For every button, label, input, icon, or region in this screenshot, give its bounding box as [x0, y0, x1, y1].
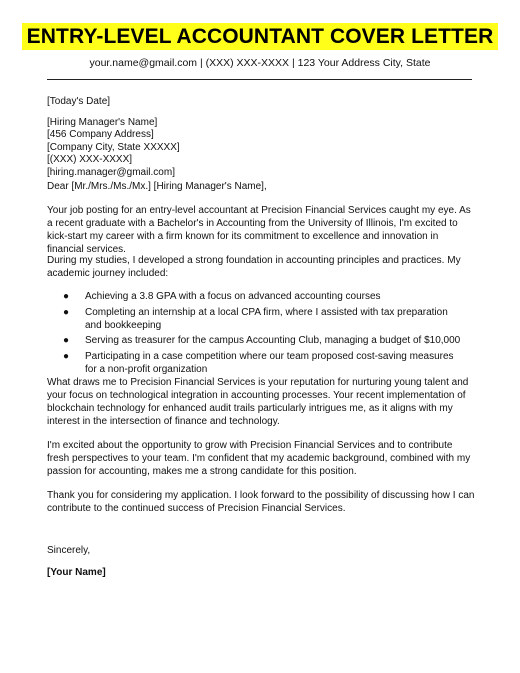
recipient-address: [456 Company Address] [47, 129, 154, 141]
paragraph-studies: During my studies, I developed a strong foundation in accounting principles and practices. My academic journey included: [47, 255, 461, 279]
list-item [47, 351, 467, 377]
list-item-text: Participating in a case competition where our team proposed cost-saving measures for a non-profit organization [85, 351, 454, 375]
list-item [47, 307, 467, 333]
list-item [47, 335, 467, 348]
date-line [47, 96, 473, 108]
paragraph-motivation: What draws me to Precision Financial Services is your reputation for nurturing young talent and your focus on technological integration in accounting processes. Your recent implementation of blockchain technology for enhanced audit trails particularly intrigues me, as it aligns with my interest in the intersection of finance and technology. [47, 377, 469, 427]
closing-line: Sincerely, [47, 545, 91, 556]
signature-name: [Your Name] [47, 567, 106, 578]
list-item-text: Completing an internship at a local CPA firm, where I assisted with tax preparation and bookkeeping [85, 306, 448, 331]
paragraph-excitement: I'm excited about the opportunity to grow with Precision Financial Services and to contribute fresh perspectives to your team. I'm confident that my academic background, combined with my passion for accounting, makes me a strong candidate for this position. [47, 440, 471, 477]
recipient-block [47, 117, 473, 179]
list-item-text: Achieving a 3.8 GPA with a focus on advanced accounting courses [85, 291, 381, 302]
recipient-name: [Hiring Manager's Name] [47, 117, 158, 128]
date-text: [Today's Date] [47, 96, 111, 107]
bullet-icon: ● [63, 291, 70, 302]
salutation: Dear [Mr./Mrs./Ms./Mx.] [Hiring Manager's Name], [47, 181, 267, 192]
document-title: ENTRY-LEVEL ACCOUNTANT COVER LETTER [22, 23, 499, 50]
header-divider [47, 79, 472, 80]
paragraph-intro: Your job posting for an entry-level accountant at Precision Financial Services caught my eye. As a recent graduate with a Bachelor's in Accounting from the University of Illinois, I'm excited to kick-start my career with a firm known for its commitment to excellence and innovation in financial services. [47, 205, 471, 255]
bullet-icon: ● [63, 306, 70, 318]
recipient-city: [Company City, State XXXXX] [47, 141, 180, 153]
bullet-icon: ● [63, 351, 70, 363]
list-item-text: Serving as treasurer for the campus Accounting Club, managing a budget of $10,000 [85, 335, 461, 347]
contact-line: your.name@gmail.com | (XXX) XXX-XXXX | 123 Your Address City, State [89, 57, 431, 69]
recipient-email: [hiring.manager@gmail.com] [47, 166, 175, 178]
title-container [0, 23, 520, 50]
list-item [47, 291, 467, 304]
achievements-list [47, 291, 467, 380]
recipient-phone: [(XXX) XXX-XXXX] [47, 154, 133, 166]
bullet-icon: ● [63, 335, 70, 347]
paragraph-closing: Thank you for considering my application. I look forward to the possibility of discussing how I can contribute to the continued success of Precision Financial Services. [47, 490, 475, 514]
